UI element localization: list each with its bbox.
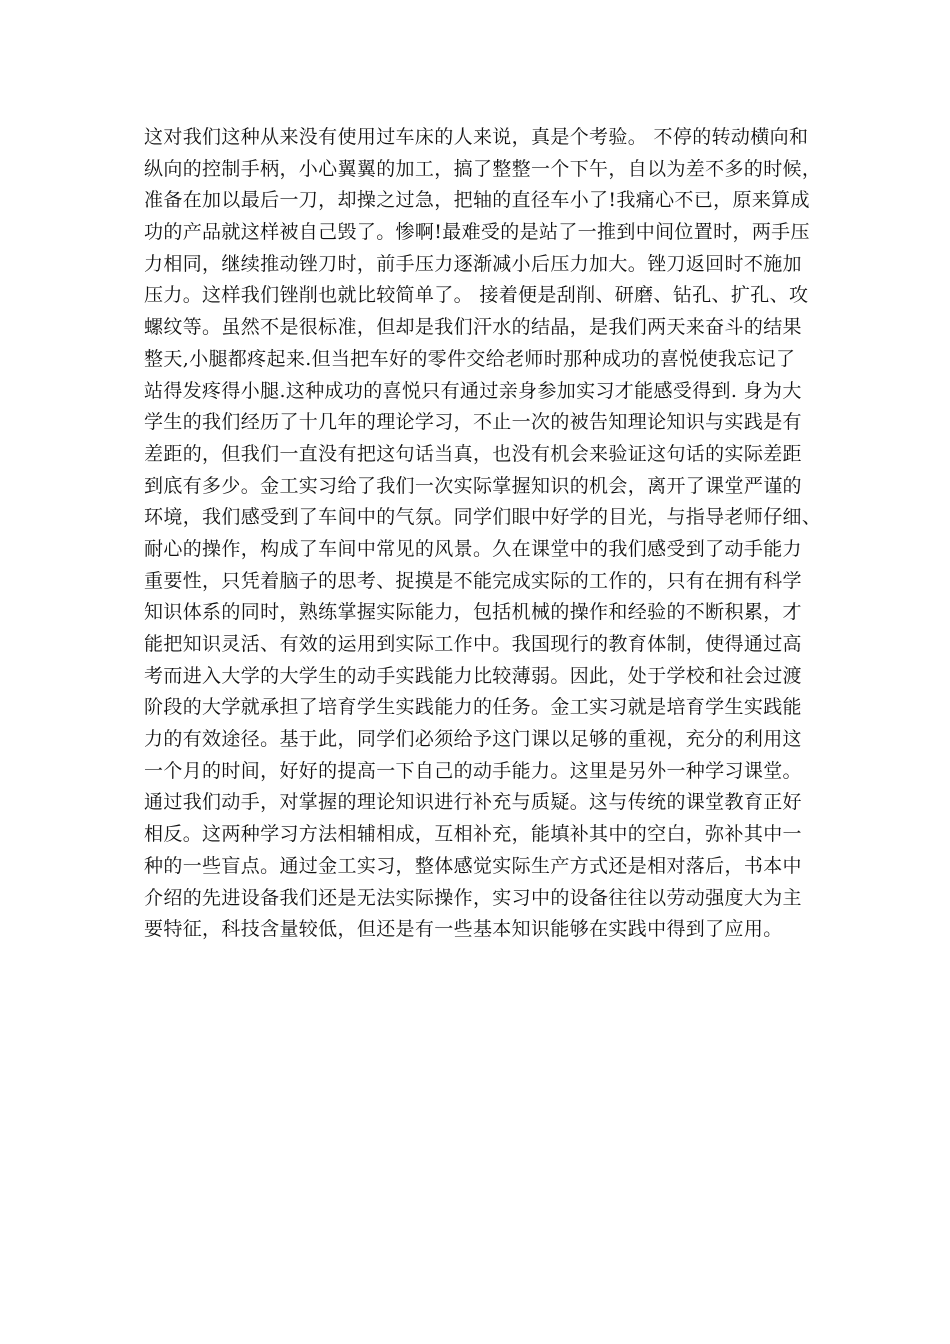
text-line: 螺纹等。虽然不是很标准，但却是我们汗水的结晶，是我们两天来奋斗的结果 <box>144 316 802 339</box>
text-line: 通过我们动手，对掌握的理论知识进行补充与质疑。这与传统的课堂教育正好 <box>144 791 802 814</box>
text-line: 考而进入大学的大学生的动手实践能力比较薄弱。因此，处于学校和社会过渡 <box>144 664 802 687</box>
text-line: 整天,小腿都疼起来.但当把车好的零件交给老师时那种成功的喜悦使我忘记了 <box>144 347 796 370</box>
text-line: 环境，我们感受到了车间中的气氛。同学们眼中好学的目光，与指导老师仔细、 <box>144 506 822 529</box>
text-line: 力相同，继续推动锉刀时，前手压力逐渐减小后压力加大。锉刀返回时不施加 <box>144 252 802 275</box>
body-text <box>144 122 822 946</box>
text-line: 站得发疼得小腿.这种成功的喜悦只有通过亲身参加实习才能感受得到. 身为大 <box>144 379 802 402</box>
text-line: 压力。这样我们锉削也就比较简单了。 接着便是刮削、研磨、钻孔、扩孔、攻 <box>144 284 809 307</box>
text-line: 知识体系的同时，熟练掌握实际能力，包括机械的操作和经验的不断积累，才 <box>144 601 802 624</box>
text-line: 纵向的控制手柄，小心翼翼的加工，搞了整整一个下午，自以为差不多的时候， <box>144 157 822 180</box>
text-line: 到底有多少。金工实习给了我们一次实际掌握知识的机会，离开了课堂严谨的 <box>144 474 802 497</box>
text-line: 能把知识灵活、有效的运用到实际工作中。我国现行的教育体制，使得通过高 <box>144 633 802 655</box>
text-line: 准备在加以最后一刀，却操之过急，把轴的直径车小了!我痛心不已，原来算成 <box>144 189 810 212</box>
text-line: 要特征，科技含量较低，但还是有一些基本知识能够在实践中得到了应用。 <box>144 918 783 941</box>
text-line: 差距的，但我们一直没有把这句话当真，也没有机会来验证这句话的实际差距 <box>144 442 802 465</box>
text-line: 相反。这两种学习方法相辅相成，互相补充，能填补其中的空白，弥补其中一 <box>144 823 802 846</box>
text-line: 学生的我们经历了十几年的理论学习，不止一次的被告知理论知识与实践是有 <box>144 411 802 434</box>
text-line: 功的产品就这样被自己毁了。惨啊!最难受的是站了一推到中间位置时，两手压 <box>144 221 810 244</box>
text-line: 种的一些盲点。通过金工实习，整体感觉实际生产方式还是相对落后，书本中 <box>144 854 802 877</box>
text-line: 这对我们这种从来没有使用过车床的人来说，真是个考验。 不停的转动横向和 <box>144 126 809 148</box>
text-line: 一个月的时间，好好的提高一下自己的动手能力。这里是另外一种学习课堂。 <box>144 759 802 782</box>
text-line: 耐心的操作，构成了车间中常见的风景。久在课堂中的我们感受到了动手能力 <box>144 537 802 560</box>
text-line: 介绍的先进设备我们还是无法实际操作，实习中的设备往往以劳动强度大为主 <box>144 886 802 909</box>
text-line: 重要性，只凭着脑子的思考、捉摸是不能完成实际的工作的，只有在拥有科学 <box>144 569 802 592</box>
text-line: 阶段的大学就承担了培育学生实践能力的任务。金工实习就是培育学生实践能 <box>144 696 802 719</box>
text-line: 力的有效途径。基于此，同学们必须给予这门课以足够的重视，充分的利用这 <box>144 728 802 751</box>
